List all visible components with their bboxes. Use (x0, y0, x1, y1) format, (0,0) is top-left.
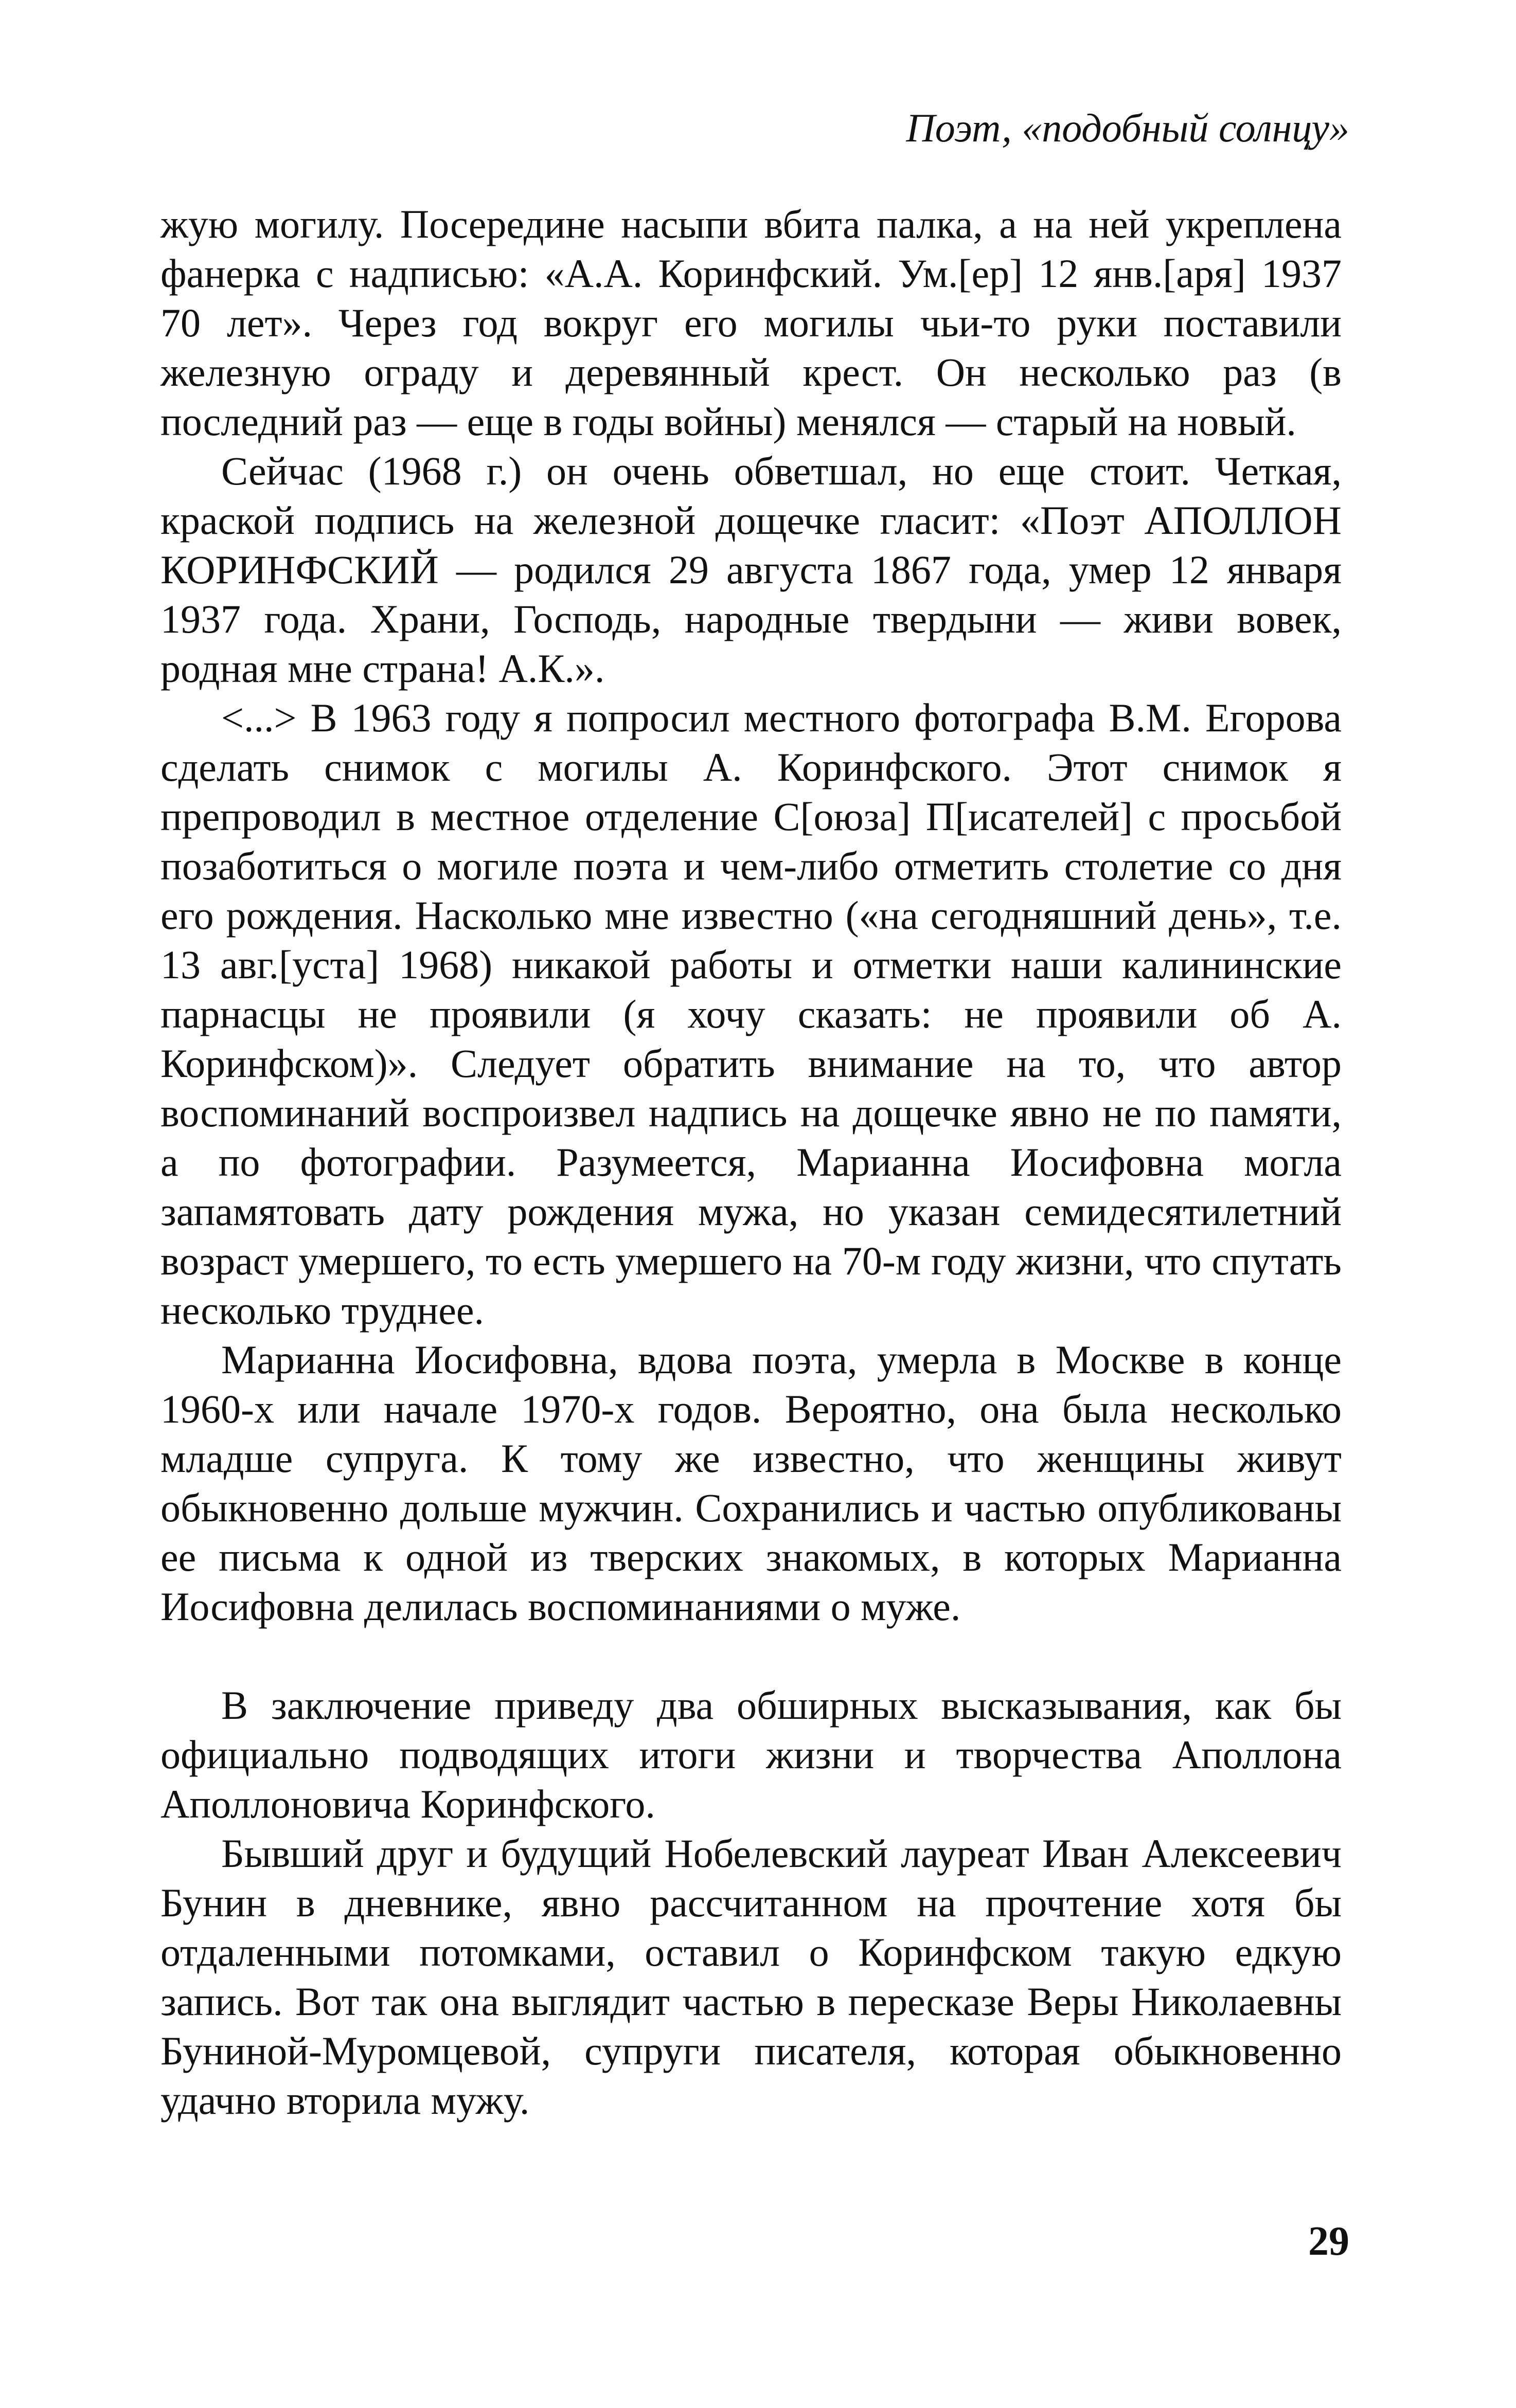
text-body (160, 200, 1342, 2125)
paragraph-continued: жую могилу. Посередине насыпи вбита палка, а на ней укреплена фанерка с надписью: «А.А. Коринфский. Ум.[ер] 12 янв.[аря] 1937 70 лет». Через год вокруг его могилы чьи-то руки поставили железную ограду и деревянный крест. Он несколько раз (в последний раз — еще в годы войны) менялся — старый на новый. (160, 202, 1342, 444)
paragraph-section-start: В заключение приведу два обширных высказывания, как бы официально подводящих итоги жизни и творчества Аполлона Аполлоновича Коринфского. (160, 1683, 1342, 1826)
paragraph: <...> В 1963 году я попросил местного фотографа В.М. Егорова сделать снимок с могилы А. Коринфского. Этот снимок я препроводил в местное отделение С[оюза] П[исателей] с просьбой позаботиться о могиле поэта и чем-либо отметить столетие со дня его рождения. Насколько мне известно («на сегодняшний день», т.е. 13 авг.[уста] 1968) никакой работы и отметки наши калининские парнасцы не проявили (я хочу сказать: не проявили об А. Коринфском)». Следует обратить внимание на то, что автор воспоминаний воспроизвел надпись на дощечке явно не по памяти, а по фотографии. Разумеется, Марианна Иосифовна могла запамятовать дату рождения мужа, но указан семидесятилетний возраст умершего, то есть умершего на 70-м году жизни, что спутать несколько труднее. (160, 695, 1342, 1333)
paragraph: Сейчас (1968 г.) он очень обветшал, но еще стоит. Четкая, краской подпись на железной дощечке гласит: «Поэт АПОЛЛОН КОРИНФСКИЙ — родился 29 августа 1867 года, умер 12 января 1937 года. Храни, Господь, народные твердыни — живи вовек, родная мне страна! А.К.». (160, 448, 1342, 691)
page-number: 29 (1308, 2219, 1349, 2264)
paragraph: Марианна Иосифовна, вдова поэта, умерла в Москве в конце 1960-х или начале 1970-х годов. Вероятно, она была несколько младше супруга. К тому же известно, что женщины живут обыкновенно дольше мужчин. Сохранились и частью опубликованы ее письма к одной из тверских знакомых, в которых Марианна Иосифовна делилась воспоминаниями о муже. (160, 1337, 1342, 1629)
paragraph: Бывший друг и будущий Нобелевский лауреат Иван Алексеевич Бунин в дневнике, явно рассчитанном на прочтение хотя бы отдаленными потомками, оставил о Коринфском такую едкую запись. Вот так она выглядит частью в пересказе Веры Николаевны Буниной-Муромцевой, супруги писателя, которая обыкновенно удачно вторила мужу. (160, 1831, 1342, 2123)
running-head: Поэт, «подобный солнцу» (906, 105, 1349, 150)
